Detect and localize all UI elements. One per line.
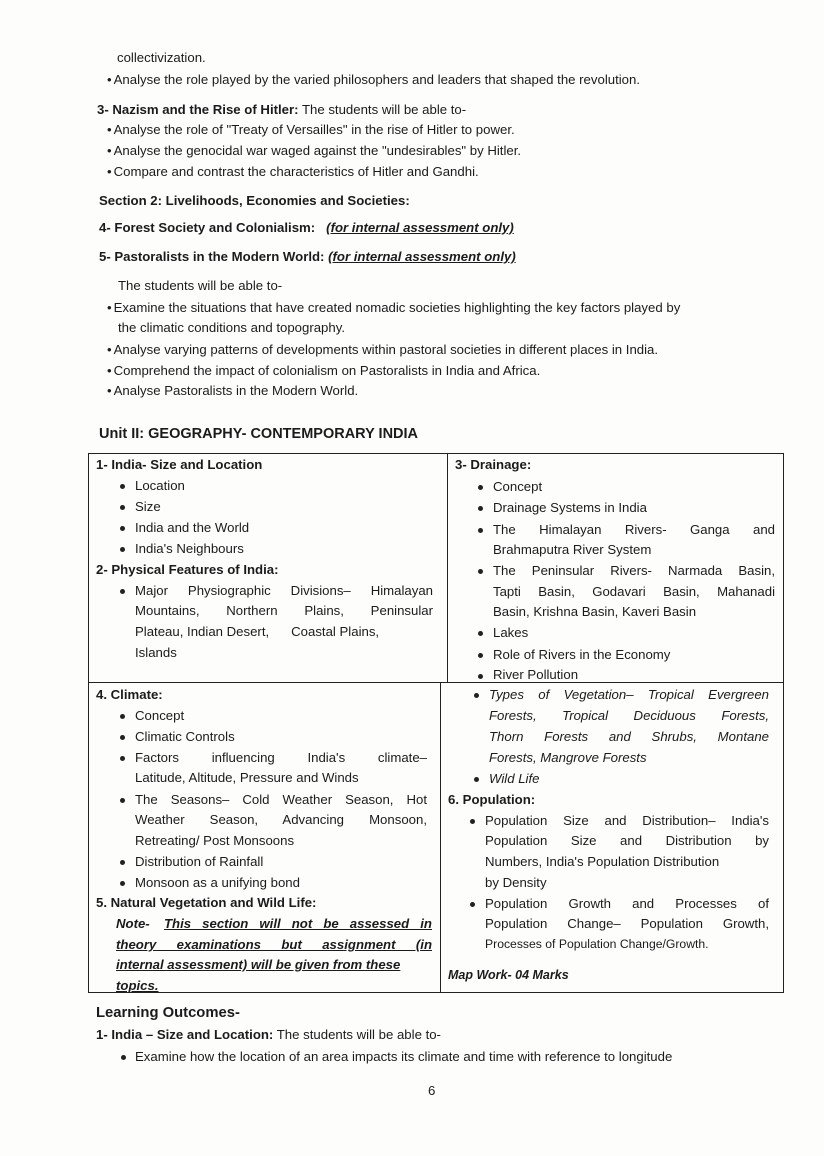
unit-heading: Unit II: GEOGRAPHY- CONTEMPORARY INDIA <box>99 426 419 442</box>
note-text: This section will not be assessed in <box>164 916 432 931</box>
text-line: Islands <box>135 645 177 660</box>
text-line: the climatic conditions and topography. <box>118 320 346 335</box>
text-line: Tapti Basin, Godavari Basin, Mahanadi <box>493 584 775 599</box>
text-line: The students will be able to- <box>118 278 283 293</box>
text-line: Forests, Mangrove Forests <box>489 750 647 765</box>
list-item: India and the World <box>135 520 250 535</box>
cell-title: 5. Natural Vegetation and Wild Life: <box>96 895 317 910</box>
bullet-item: • Analyse varying patterns of developments within pastoral societies in different places in India. <box>107 341 658 359</box>
nazism-heading-line: 3- Nazism and the Rise of Hitler: The students will be able to- <box>97 102 467 117</box>
cell-title: 2- Physical Features of India: <box>96 562 279 577</box>
text-line: The Seasons– Cold Weather Season, Hot <box>135 792 427 807</box>
text-line: Population Size and Distribution– India's <box>485 813 769 828</box>
text-line: Weather Season, Advancing Monsoon, <box>135 812 427 827</box>
pastoral-line: 5- Pastoralists in the Modern World: (for internal assessment only) <box>99 249 516 264</box>
text-line: Factors influencing India's climate– <box>135 750 427 765</box>
note-text: topics. <box>116 978 159 993</box>
text-line: The Himalayan Rivers- Ganga and <box>493 522 775 537</box>
outcomes-heading: Learning Outcomes- <box>96 1005 240 1021</box>
bullet-item: • Comprehend the impact of colonialism on Pastoralists in India and Africa. <box>107 362 540 380</box>
bullet-item: • Analyse the role of "Treaty of Versailles" in the rise of Hitler to power. <box>107 121 515 139</box>
text-line: Population Change– Population Growth, <box>485 916 769 931</box>
text-line: Numbers, India's Population Distribution <box>485 854 720 869</box>
list-item: Lakes <box>493 625 529 640</box>
note-text: theory examinations but assignment (in <box>116 937 432 952</box>
list-item: River Pollution <box>493 667 579 682</box>
cell-title: 1- India- Size and Location <box>96 457 263 472</box>
list-item: Climatic Controls <box>135 729 235 744</box>
page-number: 6 <box>428 1083 436 1098</box>
cell-title: 4. Climate: <box>96 687 163 702</box>
text-line: collectivization. <box>117 50 206 65</box>
text-line: Population Growth and Processes of <box>485 896 769 911</box>
list-item: Location <box>135 478 185 493</box>
text-line: by Density <box>485 875 547 890</box>
bullet-item: • Analyse Pastoralists in the Modern World. <box>107 382 358 400</box>
text-line: Mountains, Northern Plains, Peninsular <box>135 603 433 618</box>
bullet-item: • Analyse the genocidal war waged against the "undesirables" by Hitler. <box>107 142 521 160</box>
text-line: Forests, Tropical Deciduous Forests, <box>489 708 769 723</box>
bullet-item: • Examine the situations that have created nomadic societies highlighting the key factors played by <box>107 299 680 317</box>
text-line: Brahmaputra River System <box>493 542 652 557</box>
bullet-item: • Compare and contrast the characteristics of Hitler and Gandhi. <box>107 163 479 181</box>
forest-line: 4- Forest Society and Colonialism: (for internal assessment only) <box>99 220 514 235</box>
text-line: Basin, Krishna Basin, Kaveri Basin <box>493 604 697 619</box>
list-item: Concept <box>493 479 543 494</box>
text-line: Latitude, Altitude, Pressure and Winds <box>135 770 359 785</box>
note-text: internal assessment) will be given from these <box>116 957 401 972</box>
text-line: Major Physiographic Divisions– Himalayan <box>135 583 433 598</box>
text-line: Thorn Forests and Shrubs, Montane <box>489 729 769 744</box>
text-line: Retreating/ Post Monsoons <box>135 833 295 848</box>
text-line: Types of Vegetation– Tropical Evergreen <box>489 687 769 702</box>
note-label: Note- <box>116 916 150 931</box>
map-work: Map Work- 04 Marks <box>448 968 569 982</box>
text-line: Plateau, Indian Desert, Coastal Plains, <box>135 624 380 639</box>
bullet-item: • Analyse the role played by the varied philosophers and leaders that shaped the revolution. <box>107 71 640 89</box>
list-item: Distribution of Rainfall <box>135 854 264 869</box>
list-item: Size <box>135 499 161 514</box>
list-item: India's Neighbours <box>135 541 244 556</box>
list-item: Role of Rivers in the Economy <box>493 647 671 662</box>
section-heading: Section 2: Livelihoods, Economies and Societies: <box>99 193 410 208</box>
outcome-line: 1- India – Size and Location: The students will be able to- <box>96 1027 441 1042</box>
cell-title: 6. Population: <box>448 792 536 807</box>
text-line: The Peninsular Rivers- Narmada Basin, <box>493 563 775 578</box>
list-item: Monsoon as a unifying bond <box>135 875 300 890</box>
list-item: Wild Life <box>489 771 540 786</box>
cell-title: 3- Drainage: <box>455 457 532 472</box>
text-line: Population Size and Distribution by <box>485 833 769 848</box>
text-line: Examine how the location of an area impacts its climate and time with reference to longitude <box>135 1049 673 1064</box>
text-line: Processes of Population Change/Growth. <box>485 937 709 951</box>
list-item: Concept <box>135 708 185 723</box>
list-item: Drainage Systems in India <box>493 500 647 515</box>
